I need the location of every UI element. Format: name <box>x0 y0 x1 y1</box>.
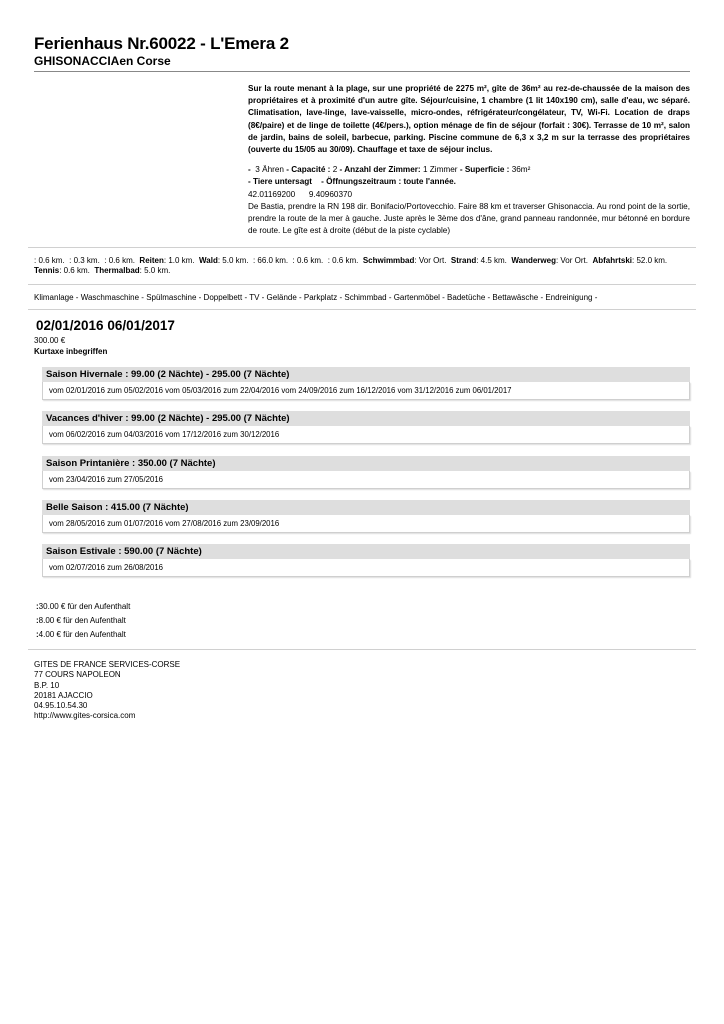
header-divider <box>34 71 690 72</box>
contact-po-box: B.P. 10 <box>34 680 60 690</box>
coordinates <box>248 189 690 201</box>
distance-label-tennis: Tennis <box>34 266 60 275</box>
distance-value: : 0.3 km. <box>69 256 100 265</box>
longitude: 9.40960370 <box>308 189 353 199</box>
distance-value-wanderweg: : Vor Ort. <box>555 256 588 265</box>
season-title: Saison Printanière : 350.00 (7 Nächte) <box>42 456 690 471</box>
contact-org: GITES DE FRANCE SERVICES-CORSE <box>34 660 181 669</box>
rooms-label: - Anzahl der Zimmer: <box>339 165 421 175</box>
season-panel <box>42 544 690 577</box>
distances-block <box>34 256 690 276</box>
distance-value: : 0.6 km. <box>104 256 135 265</box>
distance-value-strand: : 4.5 km. <box>476 256 507 265</box>
season-panel <box>42 456 690 489</box>
extra-fee <box>36 616 126 625</box>
page-title: Ferienhaus Nr.60022 - L'Emera 2 <box>34 34 289 53</box>
season-panel <box>42 367 690 400</box>
distance-value: : 0.6 km. <box>327 256 359 265</box>
extra-fee-text: 8.00 € für den Aufenthalt <box>38 616 126 625</box>
distance-label-wald: Wald <box>199 256 218 265</box>
meta-line-2 <box>248 176 690 188</box>
meta-line-1 <box>248 164 690 176</box>
contact-website[interactable]: http://www.gites-corsica.com <box>34 711 136 721</box>
contact-city: 20181 AJACCIO <box>34 690 93 700</box>
booking-price: 300.00 € <box>34 336 66 345</box>
extra-fee-colon: : <box>36 616 39 625</box>
season-panel <box>42 411 690 444</box>
date-to: 06/01/2017 <box>107 318 175 333</box>
distance-value: : 66.0 km. <box>252 256 289 265</box>
description-text: Sur la route menant à la plage, sur une propriété de 2275 m², gîte de 36m² au rez-de-chaussée de la maison des propriétaires et à proximité d'un autre gîte. Séjour/cuisine, 1 chambre (1 lit 140x190 cm), salle d'eau, wc séparé. Climatisation, lave-linge, lave-vaisselle, micro-ondes, réfrigérateur/congélateur, TV, Wi-Fi. Location de draps (8€/paire) et de linge de toilette (4€/pers.), option ménage de fin de séjour (forfait : 30€). Terrasse de 10 m², salon de jardin, bains de soleil, barbecue, parking. Piscine commune de 6,3 x 3,2 m sur la terrasse des propriétaires (ouverte du 15/05 au 30/09). Chauffage et taxe de séjour inclus. <box>248 84 690 155</box>
area-value: 36m² <box>511 165 531 175</box>
distance-value-abfahrtski: : 52.0 km. <box>632 256 668 265</box>
distance-value-schwimmbad: : Vor Ort. <box>414 256 447 265</box>
season-dates: vom 02/01/2016 zum 05/02/2016 vom 05/03/2016 zum 22/04/2016 vom 24/09/2016 zum 16/12/2016 vom 31/12/2016 zum 06/01/2017 <box>42 382 690 400</box>
capacity-label: - Capacité : <box>286 165 331 175</box>
season-panel <box>42 500 690 533</box>
opening-hours: - Öffnungszeitraum : toute l'année. <box>321 177 456 187</box>
page-subtitle: GHISONACCIAen Corse <box>34 54 171 68</box>
distance-value-wald: : 5.0 km. <box>217 256 249 265</box>
area-label: - Superficie : <box>459 165 510 175</box>
extra-fee-colon: : <box>36 630 39 639</box>
capacity-value: 2 <box>332 165 338 175</box>
distance-value-thermalbad: : 5.0 km. <box>139 266 171 275</box>
extra-fee-colon: : <box>36 602 39 611</box>
distance-label-thermalbad: Thermalbad <box>94 266 140 275</box>
extra-fee-text: 4.00 € für den Aufenthalt <box>38 630 126 639</box>
distance-label-schwimmbad: Schwimmbad <box>362 256 415 265</box>
season-dates: vom 28/05/2016 zum 01/07/2016 vom 27/08/2016 zum 23/09/2016 <box>42 515 690 533</box>
equipment-list: Klimanlage - Waschmaschine - Spülmaschine - Doppelbett - TV - Gelände - Parkplatz - Schimmbad - Gartenmöbel - Badetüche - Bettawäsche - Endreinigung - <box>34 293 598 302</box>
booking-dates <box>36 318 175 333</box>
extra-fee-text: 30.00 € für den Aufenthalt <box>38 602 131 611</box>
contact-phone: 04.95.10.54.30 <box>34 701 88 711</box>
season-dates: vom 06/02/2016 zum 04/03/2016 vom 17/12/2016 zum 30/12/2016 <box>42 426 690 444</box>
rooms-value: 1 Zimmer <box>422 165 458 175</box>
latitude: 42.01169200 <box>248 189 296 199</box>
distance-value: : 0.6 km. <box>292 256 324 265</box>
distance-value-reiten: : 1.0 km. <box>163 256 195 265</box>
property-meta <box>248 164 690 237</box>
kurtaxe-note: Kurtaxe inbegriffen <box>34 347 108 356</box>
distance-value: : 0.6 km. <box>34 256 65 265</box>
season-title: Saison Hivernale : 99.00 (2 Nächte) - 295.00 (7 Nächte) <box>42 367 690 382</box>
section-divider <box>28 247 696 248</box>
distance-value-tennis: : 0.6 km. <box>59 266 90 275</box>
contact-street: 77 COURS NAPOLEON <box>34 670 121 680</box>
section-divider <box>28 284 696 285</box>
section-divider <box>28 649 696 650</box>
distance-label-reiten: Reiten <box>139 256 164 265</box>
distance-label-strand: Strand <box>450 256 477 265</box>
description-block <box>248 83 690 237</box>
contact-address <box>34 660 180 722</box>
season-title: Saison Estivale : 590.00 (7 Nächte) <box>42 544 690 559</box>
season-title: Vacances d'hiver : 99.00 (2 Nächte) - 295.00 (7 Nächte) <box>42 411 690 426</box>
meta-prefix: - <box>248 165 251 175</box>
season-dates: vom 23/04/2016 zum 27/05/2016 <box>42 471 690 489</box>
extra-fee <box>36 630 126 639</box>
access-directions: De Bastia, prendre la RN 198 dir. Bonifacio/Portovecchio. Faire 88 km et traverser Ghisonaccia. Au rond point de la sortie, prendre la route de la mer à gauche. Juste après le 3ème dos d'âne, grand panneau randonnée, mur bétonné en bordure de route. Le gîte est à droite (début de la piste cyclable) <box>248 201 690 236</box>
date-from: 02/01/2016 <box>36 318 104 333</box>
season-title: Belle Saison : 415.00 (7 Nächte) <box>42 500 690 515</box>
distance-label-abfahrtski: Abfahrtski <box>592 256 632 265</box>
section-divider <box>28 309 696 310</box>
ears-rating: 3 Ähren <box>255 165 284 175</box>
distance-label-wanderweg: Wanderweg <box>511 256 556 265</box>
season-dates: vom 02/07/2016 zum 26/08/2016 <box>42 559 690 577</box>
pets-label: - Tiere untersagt <box>248 177 313 187</box>
extra-fee <box>36 602 130 611</box>
